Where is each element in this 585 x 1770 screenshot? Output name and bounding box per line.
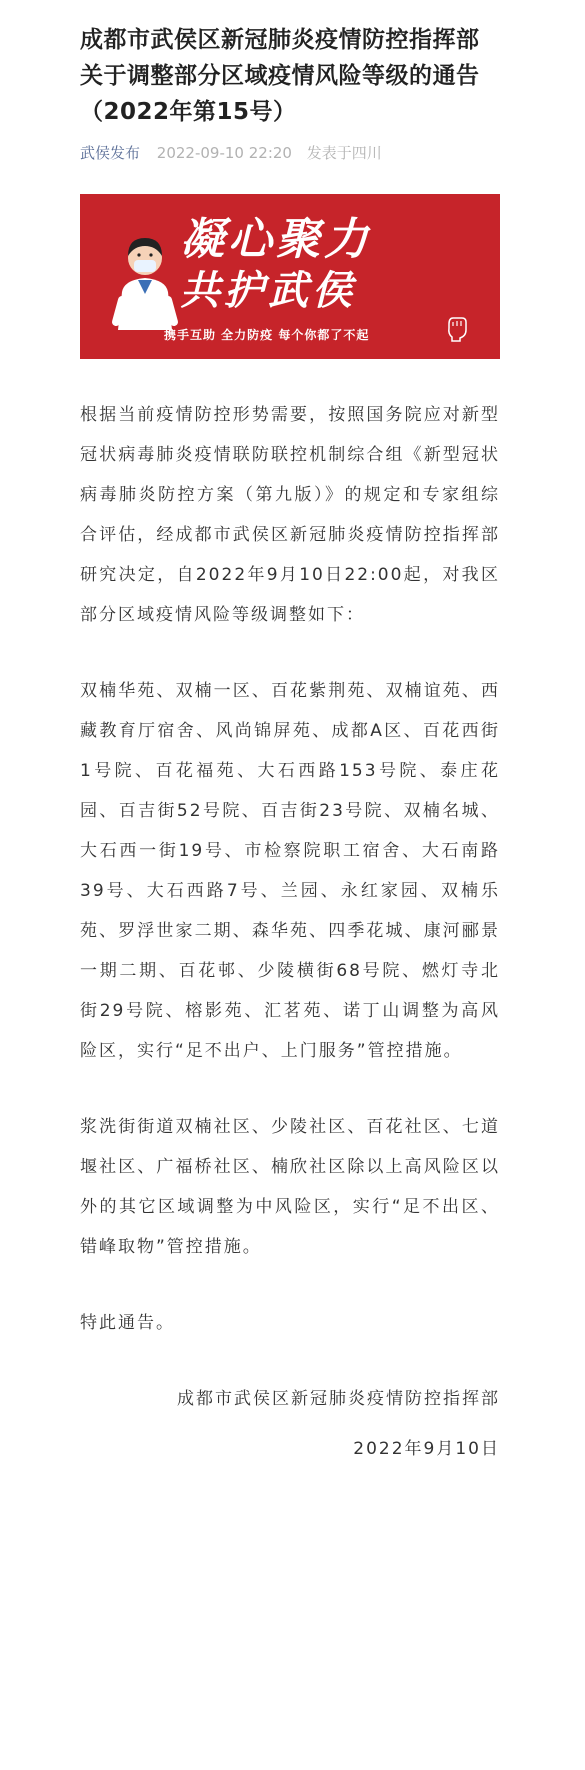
body-paragraph: 根据当前疫情防控形势需要，按照国务院应对新型冠状病毒肺炎疫情联防联控机制综合组《新型冠状病毒肺炎防控方案（第九版）》的规定和专家组综合评估，经成都市武侯区新冠肺炎疫情防控指挥部研究决定，自2022年9月10日22:00起，对我区部分区域疫情风险等级调整如下： [80, 405, 500, 625]
publish-location: 发表于四川 [306, 144, 382, 162]
body-paragraph: 浆洗街街道双楠社区、少陵社区、百花社区、七道堰社区、广福桥社区、楠欣社区除以上高风险区以外的其它区域调整为中风险区，实行“足不出区、错峰取物”管控措施。 [80, 1117, 500, 1257]
article-body [80, 395, 500, 1469]
article-title: 成都市武侯区新冠肺炎疫情防控指挥部关于调整部分区域疫情风险等级的通告（2022年第15号） [80, 27, 480, 125]
banner-tagline: 携手互助 全力防疫 每个你都了不起 [164, 328, 370, 342]
signature-org: 成都市武侯区新冠肺炎疫情防控指挥部 [177, 1389, 500, 1409]
publish-time: 2022-09-10 22:20 [156, 144, 292, 162]
article-meta [80, 142, 500, 164]
banner-slogan-line2: 共护武侯 [180, 268, 356, 314]
body-paragraph: 双楠华苑、双楠一区、百花紫荆苑、双楠谊苑、西藏教育厅宿舍、风尚锦屏苑、成都A区、百花西街1号院、百花福苑、大石西路153号院、泰庄花园、百吉街52号院、百吉街23号院、双楠名城、大石西一街19号、市检察院职工宿舍、大石南路39号、大石西路7号、兰园、永红家园、双楠乐苑、罗浮世家二期、森华苑、四季花城、康河郦景一期二期、百花邨、少陵横街68号院、燃灯寺北街29号院、榕影苑、汇茗苑、诺丁山调整为高风险区，实行“足不出户、上门服务”管控措施。 [80, 681, 500, 1061]
article [80, 22, 500, 1469]
medical-worker-illustration [110, 222, 180, 332]
author-link[interactable]: 武侯发布 [80, 144, 141, 162]
banner-slogan-line1: 凝心聚力 [180, 214, 372, 265]
fist-icon [444, 312, 470, 342]
banner-image [80, 194, 500, 359]
body-paragraph: 特此通告。 [80, 1313, 175, 1333]
signature-date: 2022年9月10日 [353, 1439, 500, 1459]
